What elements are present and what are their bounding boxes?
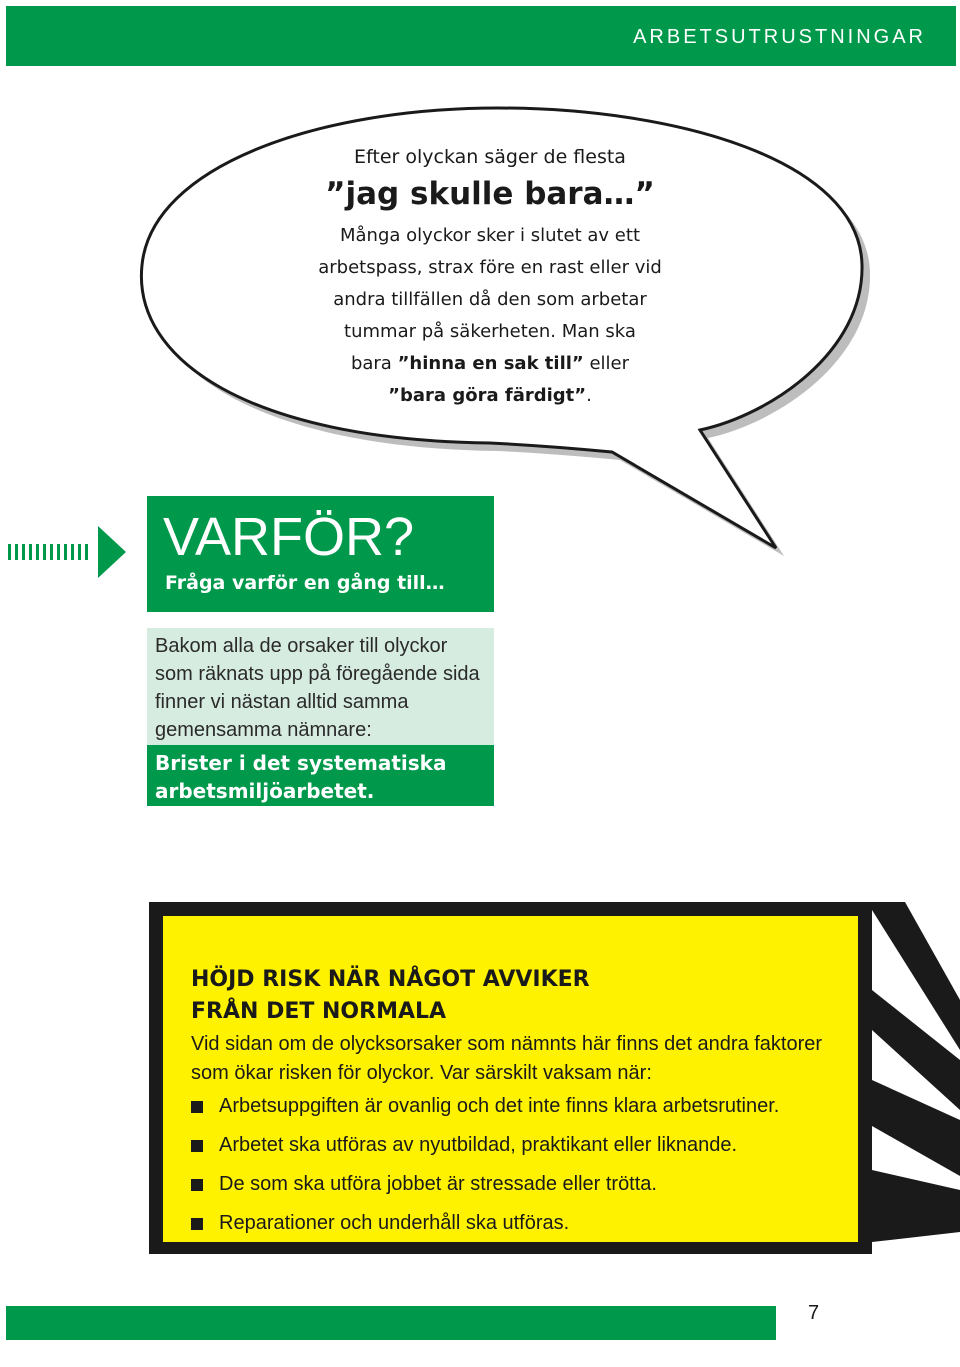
bubble-line: tummar på säkerheten. Man ska [344, 321, 636, 342]
list-item-text: Arbetsuppgiften är ovanlig och det inte finns klara arbetsrutiner. [219, 1095, 780, 1117]
varfor-box [147, 496, 494, 612]
bubble-intro: Efter olyckan säger de flesta [354, 146, 626, 168]
bullet-square-icon [191, 1218, 203, 1230]
bubble-text-fragment: . [586, 385, 592, 406]
bubble-text-fragment: bara [350, 353, 398, 374]
bubble-emphasis: ”bara göra färdigt” [388, 385, 587, 406]
risk-title [191, 964, 791, 1028]
bubble-body [220, 220, 760, 412]
bakom-box [147, 628, 494, 745]
bubble-line [220, 380, 760, 412]
speech-bubble-text [220, 142, 760, 412]
bubble-line [220, 348, 760, 380]
section-title: ARBETSUTRUSTNINGAR [633, 26, 926, 48]
bubble-line: arbetspass, strax före en rast eller vid [318, 257, 662, 278]
page-number: 7 [808, 1302, 820, 1324]
risk-box [149, 902, 872, 1254]
bullet-square-icon [191, 1101, 203, 1113]
bubble-line: andra tillfällen då den som arbetar [333, 289, 647, 310]
bubble-headline: ”jag skulle bara…” [325, 176, 655, 212]
varfor-title: VARFÖR? [163, 507, 415, 567]
bubble-emphasis: ”hinna en sak till” [397, 353, 584, 374]
list-item [191, 1131, 851, 1170]
bubble-text-fragment: eller [583, 353, 630, 374]
footer-bar [6, 1306, 776, 1340]
risk-intro: Vid sidan om de olycksorsaker som nämnts här finns det andra faktorer som ökar risken för olyckor. Var särskilt vaksam när: [191, 1033, 823, 1084]
risk-box-inner [163, 916, 858, 1242]
risk-list [191, 1092, 851, 1248]
bullet-square-icon [191, 1179, 203, 1191]
arrow-icon [6, 524, 136, 580]
risk-title-line: HÖJD RISK NÄR NÅGOT AVVIKER [191, 967, 590, 992]
risk-title-line: FRÅN DET NORMALA [191, 999, 447, 1024]
list-item-text: Reparationer och underhåll ska utföras. [219, 1212, 570, 1234]
list-item [191, 1209, 851, 1248]
bubble-line: Många olyckor sker i slutet av ett [340, 225, 640, 246]
brister-text: Brister i det systematiska arbetsmiljöarbetet. [155, 751, 447, 803]
bullet-square-icon [191, 1140, 203, 1152]
list-item [191, 1092, 851, 1131]
varfor-subtitle: Fråga varför en gång till… [165, 572, 445, 594]
bakom-text: Bakom alla de orsaker till olyckor som räknats upp på föregående sida finner vi nästan alltid samma gemensamma nämnare: [155, 635, 480, 741]
brister-box [147, 745, 494, 806]
list-item [191, 1170, 851, 1209]
list-item-text: Arbetet ska utföras av nyutbildad, praktikant eller liknande. [219, 1134, 738, 1156]
list-item-text: De som ska utföra jobbet är stressade eller trötta. [219, 1173, 657, 1195]
